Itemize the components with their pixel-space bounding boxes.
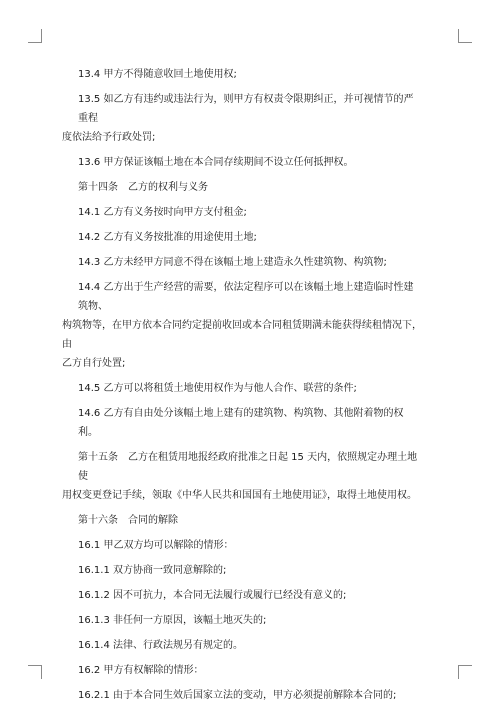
line: 16.2.1 由于本合同生效后国家立法的变动，甲方必须提前解除本合同的; — [78, 690, 397, 701]
clause-14-3 — [78, 253, 423, 272]
crop-mark-bottom-left-v — [41, 665, 42, 679]
line: 16.1.4 法律、行政法规另有规定的。 — [78, 640, 243, 651]
line: 度依法给予行政处罚; — [62, 132, 156, 143]
line: 乙方自行处置; — [62, 358, 126, 369]
line: 16.1.1 双方协商一致同意解除的; — [78, 565, 227, 576]
line: 第十五条 乙方在租赁用地报经政府批准之日起 15 天内，依照规定办理土地使 — [78, 452, 418, 482]
crop-mark-top-right-v — [458, 29, 459, 43]
clause-14-5 — [78, 379, 423, 398]
line: 第十四条 乙方的权利与义务 — [78, 182, 208, 193]
clause-14-2 — [78, 228, 423, 247]
clause-14-1 — [78, 203, 423, 222]
article-15 — [62, 448, 423, 505]
line: 构筑物等，在甲方依本合同约定提前收回或本合同租赁期满未能获得续租情况下，由 — [62, 320, 422, 350]
clause-13-4 — [78, 65, 423, 84]
line: 14.3 乙方未经甲方同意不得在该幅土地上建造永久性建筑物、构筑物; — [78, 257, 387, 268]
line: 14.1 乙方有义务按时向甲方支付租金; — [78, 207, 247, 218]
line: 16.1 甲乙双方均可以解除的情形： — [78, 540, 234, 551]
clause-16-1 — [78, 536, 423, 555]
line: 16.1.3 非任何一方原因，该幅土地灭失的; — [78, 615, 267, 626]
line: 16.2 甲方有权解除的情形： — [78, 665, 204, 676]
line: 14.2 乙方有义务按批准的用途使用土地; — [78, 232, 257, 243]
line: 16.1.2 因不可抗力，本合同无法履行或履行已经没有意义的; — [78, 590, 347, 601]
clause-16-1-1 — [78, 561, 423, 580]
line: 13.5 如乙方有违约或违法行为，则甲方有权责令限期纠正，并可视情节的严重程 — [78, 94, 414, 124]
line: 14.4 乙方出于生产经营的需要，依法定程序可以在该幅土地上建造临时性建筑物、 — [78, 282, 414, 312]
clause-14-6 — [78, 404, 423, 442]
line: 14.6 乙方有自由处分该幅土地上建有的建筑物、构筑物、其他附着物的权利。 — [78, 408, 404, 438]
clause-16-1-4 — [78, 636, 423, 655]
crop-mark-bottom-right-v — [458, 665, 459, 679]
article-14-heading — [78, 178, 423, 197]
crop-mark-bottom-right-h — [458, 665, 472, 666]
document-body — [62, 65, 423, 711]
crop-mark-top-left-v — [41, 29, 42, 43]
article-16-heading — [78, 511, 423, 530]
line: 14.5 乙方可以将租赁土地使用权作为与他人合作、联营的条件; — [78, 383, 357, 394]
line: 第十六条 合同的解除 — [78, 515, 178, 526]
crop-mark-top-left-h — [28, 42, 42, 43]
line: 13.6 甲方保证该幅土地在本合同存续期间不设立任何抵押权。 — [78, 157, 354, 168]
line: 用权变更登记手续，领取《中华人民共和国国有土地使用证》，取得土地使用权。 — [62, 490, 417, 501]
line: 13.4 甲方不得随意收回土地使用权; — [78, 69, 237, 80]
clause-14-4 — [62, 278, 423, 373]
clause-13-6 — [78, 153, 423, 172]
clause-16-2-1 — [78, 686, 423, 705]
clause-16-1-2 — [78, 586, 423, 605]
clause-16-2 — [78, 661, 423, 680]
crop-mark-bottom-left-h — [28, 665, 42, 666]
clause-13-5 — [62, 90, 423, 147]
clause-16-1-3 — [78, 611, 423, 630]
crop-mark-top-right-h — [458, 42, 472, 43]
